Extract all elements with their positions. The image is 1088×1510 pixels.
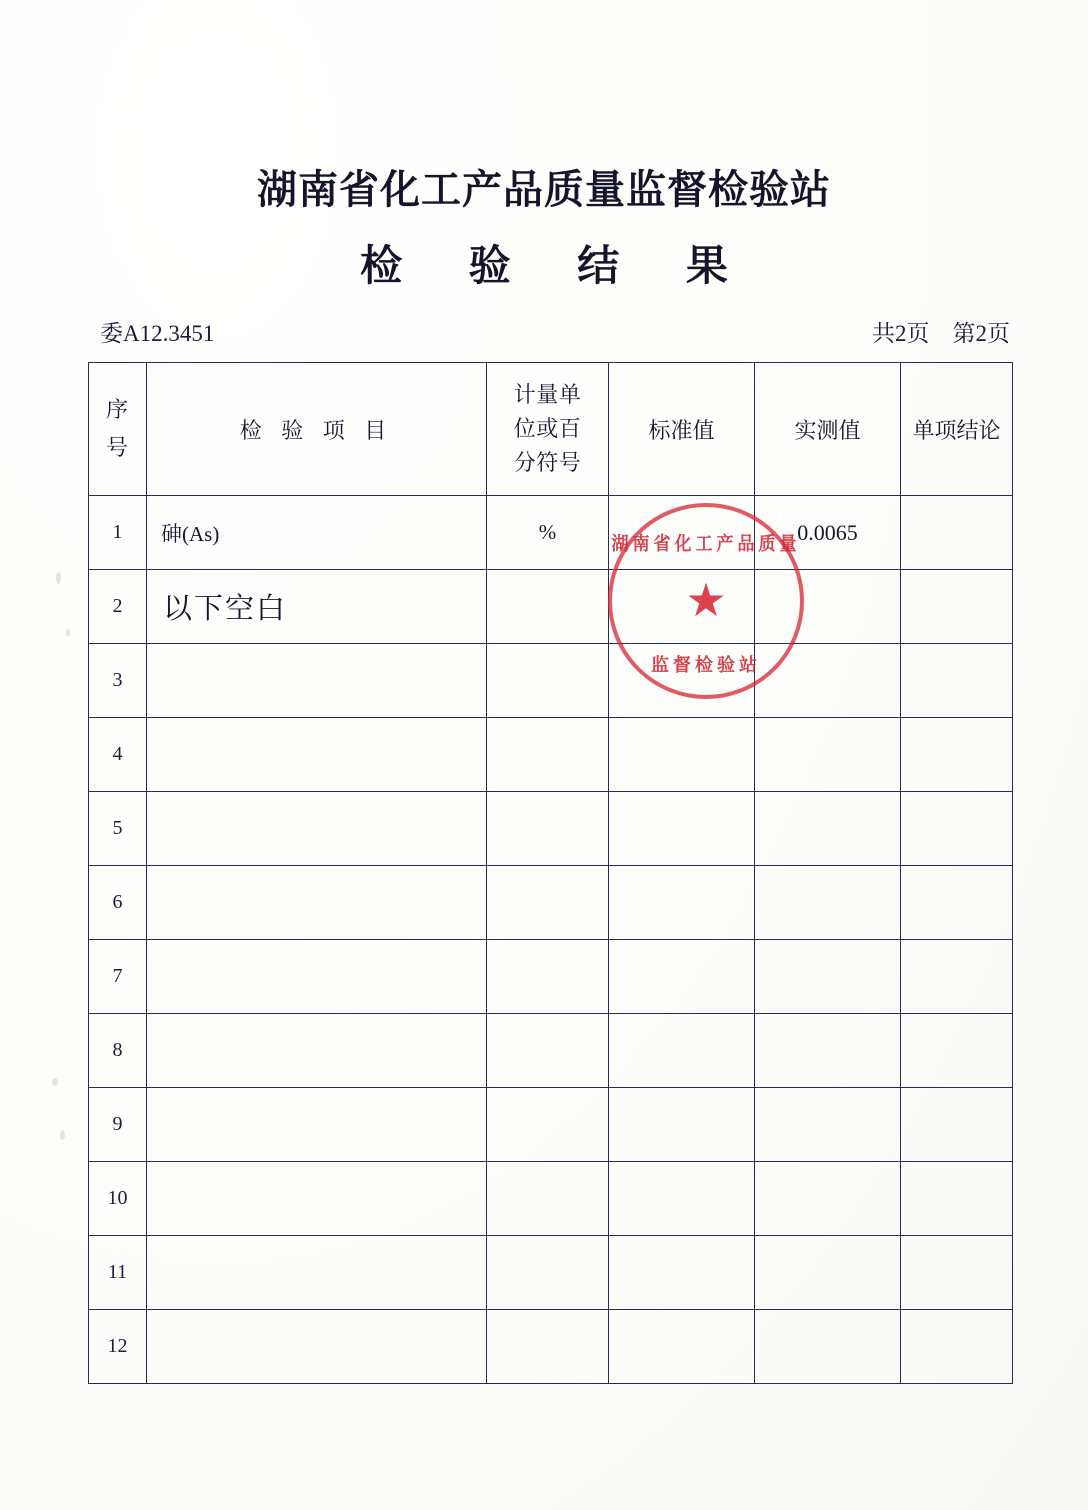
paper-speck	[52, 1078, 58, 1086]
row-standard	[609, 866, 755, 940]
report-meta-row	[100, 315, 1010, 349]
row-sequence: 1	[89, 496, 147, 570]
header-conclusion: 单项结论	[901, 363, 1013, 496]
header-unit-line1: 计量单	[513, 381, 582, 407]
header-sequence-line2: 号	[105, 435, 129, 460]
table-row	[89, 496, 1013, 570]
row-sequence: 6	[89, 866, 147, 940]
table-row	[89, 792, 1013, 866]
row-conclusion	[901, 792, 1013, 866]
stamp-bottom-text: 监督检验站	[651, 655, 761, 676]
paper-speck	[66, 628, 70, 637]
table-row	[89, 718, 1013, 792]
row-measured	[755, 1088, 901, 1162]
row-measured	[755, 1162, 901, 1236]
table-row	[89, 866, 1013, 940]
header-item-label: 检 验 项 目	[239, 417, 394, 443]
row-conclusion	[901, 940, 1013, 1014]
row-conclusion	[901, 496, 1013, 570]
table-row	[89, 644, 1013, 718]
header-sequence	[89, 363, 147, 496]
header-sequence-line1: 序	[105, 396, 129, 422]
report-title: 检 验 结 果	[360, 241, 754, 290]
row-unit	[487, 718, 609, 792]
table-row	[89, 1162, 1013, 1236]
row-measured	[755, 718, 901, 792]
header-unit-line3: 分符号	[513, 450, 582, 476]
row-unit	[487, 1162, 609, 1236]
row-item: 砷(As)	[147, 496, 487, 570]
row-sequence: 3	[89, 644, 147, 718]
row-unit	[487, 1088, 609, 1162]
table-header-row	[89, 363, 1013, 496]
row-conclusion	[901, 1236, 1013, 1310]
inspection-result-table	[88, 362, 1013, 1384]
row-standard	[609, 496, 755, 570]
row-sequence: 10	[89, 1162, 147, 1236]
row-sequence: 4	[89, 718, 147, 792]
row-standard	[609, 1236, 755, 1310]
header-measured-value: 实测值	[755, 363, 901, 496]
row-measured	[755, 1014, 901, 1088]
row-unit	[487, 1014, 609, 1088]
report-number: 委A12.3451	[100, 321, 215, 346]
row-unit	[487, 1236, 609, 1310]
row-standard	[609, 718, 755, 792]
header-unit-line2: 位或百	[513, 415, 582, 441]
row-item	[147, 1236, 487, 1310]
row-standard	[609, 1162, 755, 1236]
header-unit	[487, 363, 609, 496]
row-unit	[487, 644, 609, 718]
row-item	[147, 1162, 487, 1236]
organization-title: 湖南省化工产品质量监督检验站	[257, 166, 831, 213]
row-conclusion	[901, 1014, 1013, 1088]
table-row	[89, 1310, 1013, 1384]
row-conclusion	[901, 1088, 1013, 1162]
table-row	[89, 1014, 1013, 1088]
row-measured	[755, 1310, 901, 1384]
row-unit: %	[487, 496, 609, 570]
row-measured	[755, 866, 901, 940]
row-sequence: 9	[89, 1088, 147, 1162]
row-conclusion	[901, 1162, 1013, 1236]
row-unit	[487, 1310, 609, 1384]
row-item	[147, 792, 487, 866]
paper-speck	[60, 1130, 65, 1140]
stamp-top-text: 湖南省化工产品质量	[611, 533, 801, 556]
page-indicator: 共2页 第2页	[872, 321, 1010, 346]
row-sequence: 12	[89, 1310, 147, 1384]
row-conclusion	[901, 644, 1013, 718]
row-item	[147, 866, 487, 940]
row-item	[147, 644, 487, 718]
header-item	[147, 363, 487, 496]
table-row	[89, 1088, 1013, 1162]
row-item	[147, 1310, 487, 1384]
star-icon: ★	[685, 575, 727, 626]
row-unit	[487, 792, 609, 866]
row-standard	[609, 1088, 755, 1162]
row-standard	[609, 940, 755, 1014]
row-item	[147, 940, 487, 1014]
row-conclusion	[901, 1310, 1013, 1384]
row-standard	[609, 570, 755, 644]
row-standard	[609, 1014, 755, 1088]
row-unit	[487, 570, 609, 644]
row-sequence: 2	[89, 570, 147, 644]
row-sequence: 7	[89, 940, 147, 1014]
row-item	[147, 718, 487, 792]
table-row	[89, 570, 1013, 644]
row-standard	[609, 792, 755, 866]
row-item	[147, 1088, 487, 1162]
table-row	[89, 1236, 1013, 1310]
row-unit	[487, 940, 609, 1014]
row-sequence: 5	[89, 792, 147, 866]
row-item	[147, 1014, 487, 1088]
row-conclusion	[901, 570, 1013, 644]
row-sequence: 11	[89, 1236, 147, 1310]
header-standard-value: 标准值	[609, 363, 755, 496]
row-measured	[755, 1236, 901, 1310]
table-row	[89, 940, 1013, 1014]
row-measured	[755, 570, 901, 644]
paper-speck	[56, 572, 61, 584]
row-standard	[609, 1310, 755, 1384]
row-standard	[609, 644, 755, 718]
row-sequence: 8	[89, 1014, 147, 1088]
row-item: 以下空白	[147, 570, 487, 644]
row-conclusion	[901, 866, 1013, 940]
row-conclusion	[901, 718, 1013, 792]
row-unit	[487, 866, 609, 940]
row-measured: 0.0065	[755, 496, 901, 570]
row-measured	[755, 940, 901, 1014]
row-measured	[755, 792, 901, 866]
row-measured	[755, 644, 901, 718]
